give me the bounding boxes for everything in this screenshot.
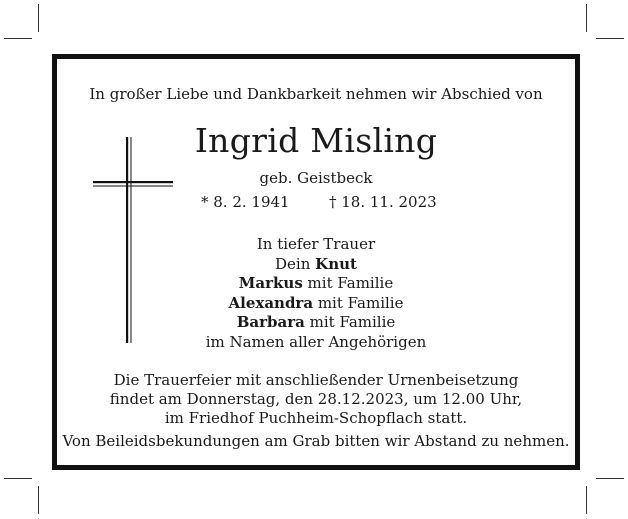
- intro-text: In großer Liebe und Dankbarkeit nehmen wir Abschied von: [89, 85, 543, 103]
- crop-mark-bottom-right-vertical: [586, 486, 587, 514]
- crop-mark-bottom-left-horizontal: [4, 478, 32, 479]
- crop-mark-top-right-vertical: [586, 4, 587, 32]
- mourner-name: Knut: [315, 254, 357, 273]
- born-name: geb. Geistbeck: [259, 169, 373, 187]
- mourner-line: [57, 313, 575, 333]
- crop-mark-top-right-horizontal: [596, 38, 624, 39]
- crop-mark-top-left-horizontal: [4, 38, 32, 39]
- mourners-block: [57, 235, 575, 352]
- service-line: im Friedhof Puchheim-Schopflach statt.: [164, 409, 468, 427]
- mourner-line: [57, 294, 575, 314]
- mourner-suffix: mit Familie: [304, 313, 396, 331]
- closing-note: Von Beileidsbekundungen am Grab bitten wir Abstand zu nehmen.: [62, 432, 570, 450]
- mourner-name: Markus: [238, 274, 303, 292]
- mourners-footer: im Namen aller Angehörigen: [205, 332, 427, 351]
- service-line: findet am Donnerstag, den 28.12.2023, um 12.00 Uhr,: [109, 390, 523, 408]
- mourner-prefix: Dein: [275, 254, 316, 273]
- crop-mark-top-left-vertical: [38, 4, 39, 32]
- mourner-line: [57, 274, 575, 294]
- birth-date: * 8. 2. 1941: [201, 193, 290, 211]
- crop-mark-bottom-right-horizontal: [596, 478, 624, 479]
- death-date: † 18. 11. 2023: [329, 193, 437, 211]
- deceased-name: Ingrid Misling: [194, 121, 438, 160]
- mourner-name: Alexandra: [228, 293, 314, 312]
- mourner-line: [57, 255, 575, 275]
- mourner-suffix: mit Familie: [313, 293, 404, 312]
- crop-mark-bottom-left-vertical: [38, 486, 39, 514]
- life-dates: [57, 193, 575, 213]
- mourner-name: Barbara: [236, 313, 305, 331]
- obituary-frame: [52, 54, 580, 470]
- mourner-suffix: mit Familie: [302, 274, 394, 292]
- mourners-heading: In tiefer Trauer: [256, 235, 376, 253]
- service-line: Die Trauerfeier mit anschließender Urnenbeisetzung: [113, 371, 519, 389]
- service-info: [57, 371, 575, 428]
